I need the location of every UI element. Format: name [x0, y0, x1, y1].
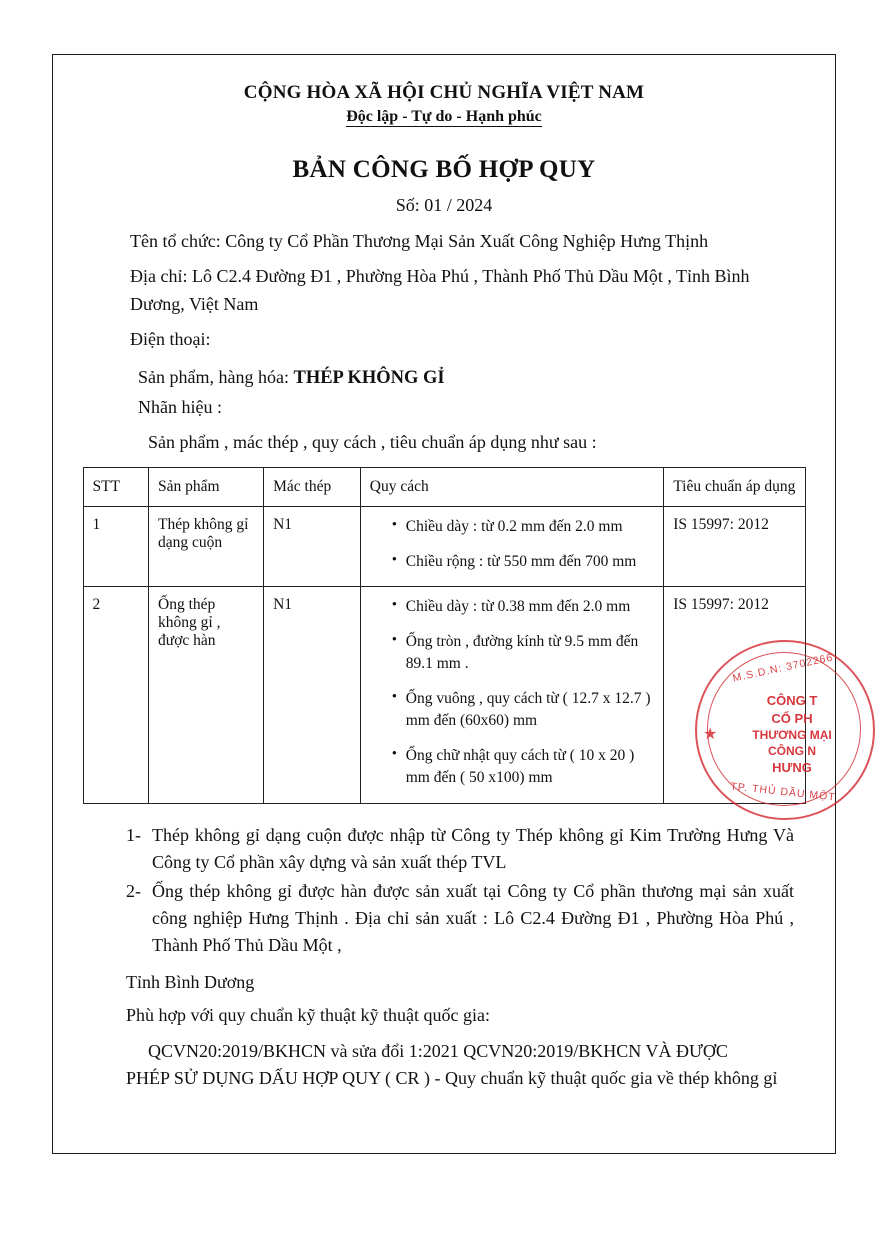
product-value: THÉP KHÔNG GỈ [293, 368, 445, 389]
closing-conformity-line1: QCVN20:2019/BKHCN và sửa đổi 1:2021 QCVN20:2019/BKHCN VÀ ĐƯỢC [148, 1040, 728, 1061]
seal-core-line2: CỔ PH [771, 710, 813, 726]
cell-grade: N1 [264, 587, 361, 803]
note-text: Thép không gỉ dạng cuộn được nhập từ Công ty Thép không gỉ Kim Trường Hưng Và Công ty Cổ phần xây dựng và sản xuất thép TVL [152, 824, 794, 872]
table-header-stt: STT [83, 468, 149, 507]
seal-core-line1: CÔNG T [766, 693, 818, 708]
closing-conformity-label: Phù hợp với quy chuẩn kỹ thuật kỹ thuật quốc gia: [126, 1004, 490, 1025]
seal-arc-bottom: TP. THỦ DẦU MỘT [729, 780, 837, 804]
table-row [83, 507, 805, 587]
cell-spec [360, 507, 664, 587]
product-label: Sản phẩm, hàng hóa: [138, 367, 289, 388]
spec-item: • Chiều rộng : từ 550 mm đến 700 mm [392, 551, 656, 573]
organization-phone: Điện thoại: [130, 329, 211, 350]
note-item [126, 878, 794, 959]
document-number: Số: 01 / 2024 [395, 195, 493, 215]
national-motto-text: Độc lập - Tự do - Hạnh phúc [346, 108, 542, 125]
seal-core-line5: HƯNG [772, 760, 812, 776]
document-body [52, 54, 836, 1154]
spec-list [370, 596, 656, 789]
spec-item: • Ống vuông , quy cách từ ( 12.7 x 12.7 ) mm đến (60x60) mm [392, 688, 656, 733]
product-brand: Nhãn hiệu : [138, 397, 222, 418]
national-title: CỘNG HÒA XÃ HỘI CHỦ NGHĨA VIỆT NAM [243, 82, 645, 103]
cell-stt: 2 [83, 587, 149, 803]
spec-item: • Ống tròn , đường kính từ 9.5 mm đến 89.1 mm . [392, 631, 656, 676]
cell-product: Ống thép không gỉ , được hàn [149, 587, 264, 803]
cell-standard: IS 15997: 2012 [664, 507, 805, 587]
cell-standard: IS 15997: 2012 [664, 587, 805, 803]
seal-core-line3: THƯƠNG MẠI [752, 728, 832, 743]
note-number: 1- [126, 824, 141, 845]
spec-list [370, 516, 656, 573]
closing-section [78, 969, 810, 1092]
note-number: 2- [126, 880, 141, 901]
cell-product: Thép không gỉ dạng cuộn [149, 507, 264, 587]
closing-conformity-line2: PHÉP SỬ DỤNG DẤU HỢP QUY ( CR ) - Quy chuẩn kỹ thuật quốc gia về thép không gỉ [126, 1067, 778, 1088]
star-icon: ★ [703, 726, 718, 743]
table-row [83, 587, 805, 803]
spec-item: • Chiều dày : từ 0.2 mm đến 2.0 mm [392, 516, 656, 538]
note-text: Ống thép không gỉ được hàn được sản xuất tại Công ty Cổ phần thương mại sản xuất công nghiệp Hưng Thịnh . Địa chỉ sản xuất : Lô C2.4 Đường Đ1 , Phường Hòa Phú , Thành Phố Thủ Dầu Một , [152, 880, 794, 955]
specification-table [83, 467, 806, 803]
spec-item: • Ống chữ nhật quy cách từ ( 10 x 20 ) mm đến ( 50 x100) mm [392, 745, 656, 790]
table-header-spec: Quy cách [360, 468, 664, 507]
product-row [78, 367, 810, 389]
document-title: BẢN CÔNG BỐ HỢP QUY [292, 156, 596, 183]
closing-province: Tỉnh Bình Dương [126, 971, 255, 992]
organization-name: Tên tổ chức: Công ty Cổ Phần Thương Mại Sản Xuất Công Nghiệp Hưng Thịnh [130, 231, 709, 251]
organization-address: Địa chỉ: Lô C2.4 Đường Đ1 , Phường Hòa Phú , Thành Phố Thủ Dầu Một , Tỉnh Bình Dương, Việt Nam [130, 266, 750, 314]
table-header-product: Sản phẩm [149, 468, 264, 507]
seal-core-line4: CÔNG N [768, 744, 816, 759]
cell-stt: 1 [83, 507, 149, 587]
note-item [126, 822, 794, 876]
spec-item: • Chiều dày : từ 0.38 mm đến 2.0 mm [392, 596, 656, 618]
table-header-row [83, 468, 805, 507]
cell-grade: N1 [264, 507, 361, 587]
table-header-standard: Tiêu chuẩn áp dụng [664, 468, 805, 507]
seal-arc-top: M.S.D.N: 3702266 [731, 651, 835, 685]
notes-section [78, 822, 810, 959]
cell-spec [360, 587, 664, 803]
national-motto [78, 108, 810, 126]
table-header-grade: Mác thép [264, 468, 361, 507]
product-intro: Sản phẩm , mác thép , quy cách , tiêu chuẩn áp dụng như sau : [148, 432, 597, 453]
